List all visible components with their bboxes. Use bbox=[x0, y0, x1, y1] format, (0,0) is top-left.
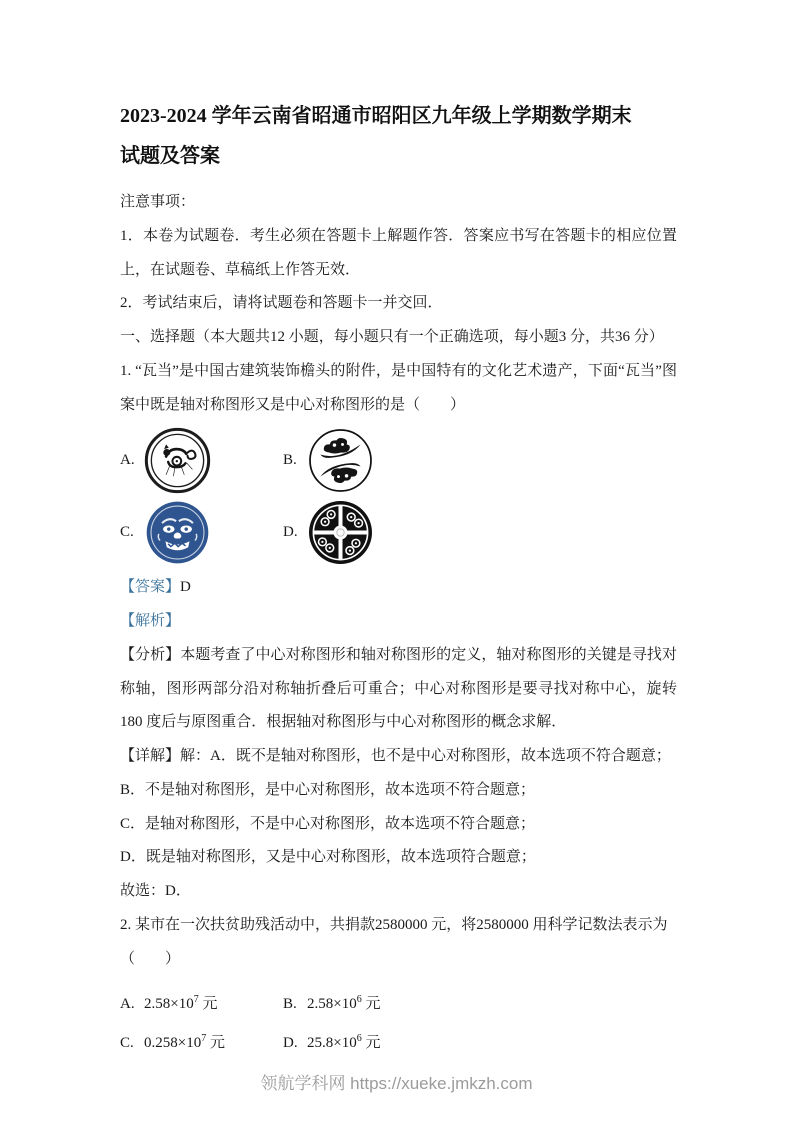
q2-options-row-ab bbox=[120, 992, 677, 1013]
section-1-heading: 一、选择题（本大题共12 小题，每小题只有一个正确选项，每小题3 分，共36 分） bbox=[120, 329, 664, 345]
notice-heading: 注意事项： bbox=[120, 194, 196, 210]
four-spiral-quadrant-roundel-icon bbox=[307, 499, 374, 566]
page-title-line-2: 试题及答案 bbox=[120, 145, 220, 167]
q2-option-b bbox=[283, 992, 446, 1013]
question-1-stem: 1. “瓦当”是中国古建筑装饰檐头的附件，是中国特有的文化艺术遗产，下面“瓦当”图案中既是轴对称图形又是中心对称图形的是（ ） bbox=[120, 362, 677, 413]
page-title-line-1: 2023-2024 学年云南省昭通市昭阳区九年级上学期数学期末 bbox=[120, 105, 632, 127]
q1-option-d bbox=[283, 499, 677, 566]
question-2-stem: 2. 某市在一次扶贫助残活动中，共捐款2580000 元，将2580000 用科学记数法表示为 bbox=[120, 916, 668, 933]
q1-detail-line-4: D．既是轴对称图形，又是中心对称图形，故本选项符合题意； bbox=[120, 849, 536, 866]
q2-option-a bbox=[120, 992, 283, 1013]
q1-detail-line-2: B．不是轴对称图形，是中心对称图形，故本选项不符合题意； bbox=[120, 781, 536, 798]
q1-detail-line-1: 【详解】解：A．既不是轴对称图形，也不是中心对称图形，故本选项不符合题意； bbox=[120, 748, 671, 764]
q1-detail-line-3: C．是轴对称图形，不是中心对称图形，故本选项不符合题意； bbox=[120, 815, 536, 832]
q1-options-row-ab bbox=[120, 427, 677, 494]
q1-option-c bbox=[120, 499, 283, 566]
q2-option-c bbox=[120, 1031, 283, 1052]
q1-option-c-label: C. bbox=[120, 524, 134, 541]
notice-item-1: 1．本卷为试题卷．考生必须在答题卡上解题作答．答案应书写在答题卡的相应位置上，在试题卷、草稿纸上作答无效． bbox=[120, 227, 677, 278]
footer-watermark bbox=[0, 1069, 793, 1094]
question-2-paren: （ ） bbox=[120, 950, 181, 967]
notice-item-2: 2．考试结束后，请将试题卷和答题卡一并交回． bbox=[120, 295, 443, 312]
q1-options-row-cd bbox=[120, 499, 677, 566]
q1-option-a bbox=[120, 427, 283, 494]
q2-option-a-label: A. bbox=[120, 996, 135, 1013]
q2-option-a-value: $2.58\times 10^7$ 元 bbox=[144, 994, 218, 1013]
q1-option-a-label: A. bbox=[120, 452, 135, 469]
q2-option-d-value: $25.8\times 10^6$ 元 bbox=[307, 1033, 381, 1052]
q2-options-row-cd bbox=[120, 1031, 677, 1052]
q1-analysis-label: 【解析】 bbox=[120, 613, 181, 629]
q1-answer-value: D bbox=[180, 579, 191, 596]
q1-conclusion-line: 故选：D． bbox=[120, 883, 191, 899]
q2-option-d-label: D. bbox=[283, 1035, 298, 1052]
q2-option-c-label: C. bbox=[120, 1035, 134, 1052]
page-title bbox=[120, 96, 677, 176]
q1-option-b bbox=[283, 427, 677, 494]
footer-watermark-link[interactable]: 领航学科网 https://xueke.jmkzh.com bbox=[260, 1074, 533, 1093]
q2-option-d bbox=[283, 1031, 446, 1052]
q1-option-d-label: D. bbox=[283, 524, 298, 541]
q2-option-b-label: B. bbox=[283, 996, 297, 1013]
q1-answer-line bbox=[120, 571, 677, 605]
blue-mask-roundel-icon bbox=[144, 499, 211, 566]
q1-analysis-text: 【分析】本题考查了中心对称图形和轴对称图形的定义，轴对称图形的关键是寻找对称轴，图形两部分沿对称轴折叠后可重合；中心对称图形是要寻找对称中心，旋转180 度后与原图重合．根据轴对称图形与中心对称图形的概念求解． bbox=[120, 646, 677, 731]
q2-option-b-value: $2.58\times 10^6$ 元 bbox=[307, 994, 381, 1013]
q2-option-c-value: $0.258\times 10^7$ 元 bbox=[144, 1033, 225, 1052]
beast-roundel-icon bbox=[144, 427, 211, 494]
double-cloud-roundel-icon bbox=[307, 427, 374, 494]
q1-option-b-label: B. bbox=[283, 452, 297, 469]
document-content bbox=[120, 96, 677, 1070]
answer-label: 【答案】 bbox=[120, 579, 181, 596]
